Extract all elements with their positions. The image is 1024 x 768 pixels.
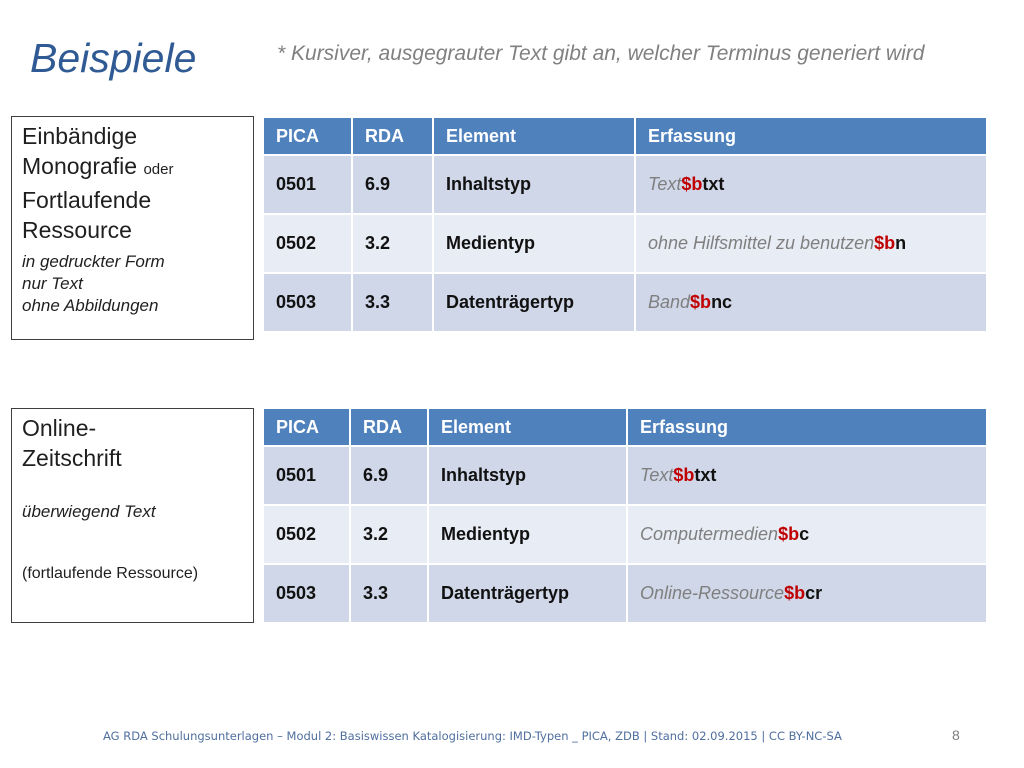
generated-term: Online-Ressource (640, 583, 785, 603)
box-note (22, 251, 243, 317)
box-label-line: Online- (22, 415, 97, 441)
cell-erfassung (635, 273, 987, 332)
cell-erfassung (627, 446, 987, 505)
cell-rda: 6.9 (352, 155, 433, 214)
cell-pica: 0502 (263, 214, 352, 273)
box-note-line: ohne Abbildungen (22, 296, 159, 315)
box-note-line: in gedruckter Form (22, 252, 165, 271)
column-header-erfassung: Erfassung (627, 408, 987, 446)
cell-element: Inhaltstyp (428, 446, 627, 505)
table-header-row (263, 117, 987, 155)
page-number: 8 (952, 727, 960, 743)
subfield-code: $b (778, 524, 800, 544)
entered-value: nc (711, 292, 733, 312)
entered-value: txt (702, 174, 725, 194)
slide-footer: AG RDA Schulungsunterlagen – Modul 2: Basiswissen Katalogisierung: IMD-Typen _ PICA, ZDB | Stand: 02.09.2015 | CC BY-NC-SA (103, 729, 842, 743)
box-label-line: Fortlaufende (22, 187, 152, 213)
example-box-zeitschrift (11, 408, 254, 623)
cell-pica: 0501 (263, 446, 350, 505)
mapping-table-zeitschrift (262, 407, 988, 624)
box-plain-note: (fortlaufende Ressource) (22, 565, 199, 582)
table-row (263, 505, 987, 564)
box-label-line (22, 151, 243, 185)
table-row (263, 564, 987, 623)
cell-rda: 3.2 (352, 214, 433, 273)
cell-pica: 0501 (263, 155, 352, 214)
table-row (263, 214, 987, 273)
box-label-oder: oder (143, 161, 174, 178)
entered-value: c (799, 524, 810, 544)
box-note: überwiegend Text (22, 502, 156, 521)
cell-rda: 6.9 (350, 446, 428, 505)
mapping-table-monografie (262, 116, 988, 333)
generated-term: Text (648, 174, 682, 194)
cell-erfassung (635, 214, 987, 273)
box-label-line: Zeitschrift (22, 445, 122, 471)
entered-value: n (895, 233, 907, 253)
slide-subtitle: * Kursiver, ausgegrauter Text gibt an, welcher Terminus generiert wird (277, 42, 925, 65)
box-label-word: Monografie (22, 153, 138, 179)
cell-erfassung (627, 564, 987, 623)
cell-pica: 0503 (263, 564, 350, 623)
box-label-line: Einbändige (22, 123, 138, 149)
table-row (263, 446, 987, 505)
subfield-code: $b (874, 233, 896, 253)
column-header-rda: RDA (350, 408, 428, 446)
column-header-erfassung: Erfassung (635, 117, 987, 155)
cell-element: Medientyp (428, 505, 627, 564)
cell-element: Inhaltstyp (433, 155, 635, 214)
cell-rda: 3.2 (350, 505, 428, 564)
table-row (263, 273, 987, 332)
column-header-element: Element (428, 408, 627, 446)
table-header-row (263, 408, 987, 446)
column-header-element: Element (433, 117, 635, 155)
generated-term: ohne Hilfsmittel zu benutzen (648, 233, 875, 253)
cell-rda: 3.3 (352, 273, 433, 332)
subfield-code: $b (673, 465, 695, 485)
subfield-code: $b (681, 174, 703, 194)
generated-term: Text (640, 465, 674, 485)
column-header-pica: PICA (263, 408, 350, 446)
cell-erfassung (635, 155, 987, 214)
cell-erfassung (627, 505, 987, 564)
entered-value: txt (694, 465, 717, 485)
box-label-line: Ressource (22, 217, 132, 243)
cell-pica: 0502 (263, 505, 350, 564)
table-row (263, 155, 987, 214)
cell-element: Datenträgertyp (433, 273, 635, 332)
slide-title: Beispiele (30, 35, 197, 81)
entered-value: cr (805, 583, 823, 603)
column-header-rda: RDA (352, 117, 433, 155)
cell-element: Medientyp (433, 214, 635, 273)
column-header-pica: PICA (263, 117, 352, 155)
subfield-code: $b (690, 292, 712, 312)
box-note-line: nur Text (22, 274, 83, 293)
example-box-monografie (11, 116, 254, 340)
cell-pica: 0503 (263, 273, 352, 332)
cell-element: Datenträgertyp (428, 564, 627, 623)
generated-term: Computermedien (640, 524, 779, 544)
cell-rda: 3.3 (350, 564, 428, 623)
generated-term: Band (648, 292, 691, 312)
subfield-code: $b (784, 583, 806, 603)
